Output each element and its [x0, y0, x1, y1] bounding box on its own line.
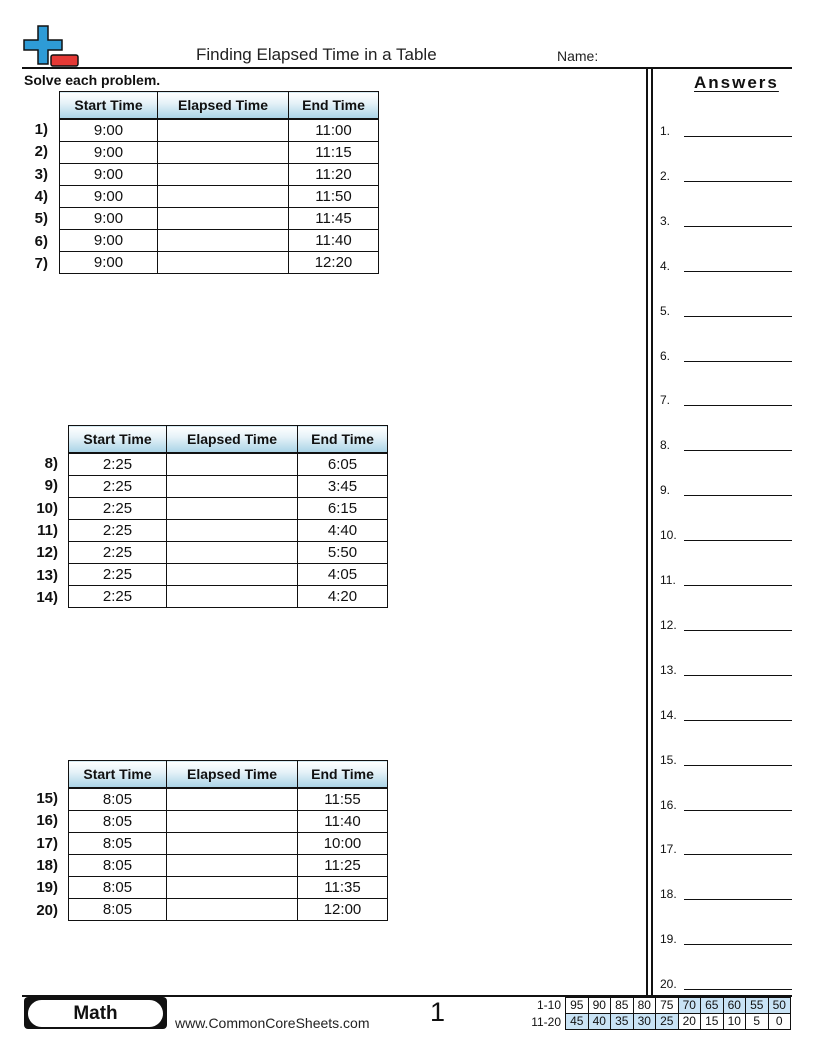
answer-number: 12.	[660, 617, 677, 632]
score-cell: 95	[566, 998, 589, 1014]
score-cell: 90	[588, 998, 611, 1014]
end-time-header: End Time	[298, 761, 388, 789]
elapsed-time-header: Elapsed Time	[167, 761, 298, 789]
elapsed-time-cell[interactable]	[158, 119, 289, 142]
score-cell: 20	[678, 1014, 701, 1030]
end-time-cell: 4:20	[298, 586, 388, 608]
subject-label: Math	[28, 1000, 163, 1027]
start-time-cell: 2:25	[69, 542, 167, 564]
end-time-cell: 3:45	[298, 476, 388, 498]
start-time-cell: 9:00	[60, 142, 158, 164]
start-time-cell: 9:00	[60, 186, 158, 208]
answer-number: 18.	[660, 887, 677, 902]
end-time-cell: 11:20	[289, 164, 379, 186]
answer-line[interactable]	[684, 854, 792, 855]
start-time-cell: 9:00	[60, 252, 158, 274]
elapsed-time-cell[interactable]	[167, 564, 298, 586]
end-time-cell: 11:45	[289, 208, 379, 230]
problem-number: 15)	[36, 790, 58, 807]
problem-number: 5)	[34, 210, 48, 228]
answer-row	[660, 167, 792, 185]
elapsed-time-cell[interactable]	[167, 877, 298, 899]
start-time-cell: 8:05	[69, 788, 167, 811]
start-time-cell: 2:25	[69, 564, 167, 586]
score-cell: 45	[566, 1014, 589, 1030]
website-link[interactable]: www.CommonCoreSheets.com	[175, 1015, 370, 1031]
problem-table	[68, 425, 388, 608]
answer-row	[660, 122, 792, 140]
start-time-header: Start Time	[69, 426, 167, 454]
score-row1-label: 1-10	[536, 998, 561, 1012]
elapsed-time-cell[interactable]	[158, 186, 289, 208]
start-time-cell: 2:25	[69, 453, 167, 476]
score-table	[565, 997, 791, 1030]
answer-line[interactable]	[684, 585, 792, 586]
problem-row	[69, 453, 388, 476]
problem-row	[69, 542, 388, 564]
answer-number: 9.	[660, 483, 671, 498]
elapsed-time-cell[interactable]	[158, 230, 289, 252]
elapsed-time-cell[interactable]	[167, 453, 298, 476]
problem-row	[69, 811, 388, 833]
problem-row	[69, 788, 388, 811]
score-cell: 25	[656, 1014, 679, 1030]
answer-row	[660, 930, 792, 948]
answer-line[interactable]	[684, 405, 792, 406]
problem-number: 18)	[36, 856, 58, 874]
answer-row	[660, 796, 792, 814]
answer-line[interactable]	[684, 136, 792, 137]
end-time-cell: 11:55	[298, 788, 388, 811]
problem-row	[69, 855, 388, 877]
end-time-cell: 11:50	[289, 186, 379, 208]
answer-number: 2.	[660, 168, 671, 183]
start-time-cell: 8:05	[69, 811, 167, 833]
problem-number: 10)	[36, 499, 58, 517]
end-time-cell: 10:00	[298, 833, 388, 855]
start-time-cell: 8:05	[69, 877, 167, 899]
answer-row	[660, 302, 792, 320]
elapsed-time-cell[interactable]	[167, 586, 298, 608]
start-time-cell: 2:25	[69, 498, 167, 520]
answer-number: 3.	[660, 213, 671, 228]
problem-row	[69, 476, 388, 498]
answer-row	[660, 840, 792, 858]
score-cell: 30	[633, 1014, 656, 1030]
answer-row	[660, 212, 792, 230]
score-cell: 65	[701, 998, 724, 1014]
elapsed-time-cell[interactable]	[158, 208, 289, 230]
answer-line[interactable]	[684, 899, 792, 900]
start-time-cell: 2:25	[69, 586, 167, 608]
end-time-cell: 12:00	[298, 899, 388, 921]
page-number: 1	[430, 997, 446, 1027]
answer-line[interactable]	[684, 181, 792, 182]
answer-row	[660, 616, 792, 634]
score-cell: 60	[723, 998, 746, 1014]
answer-row	[660, 257, 792, 275]
problem-row	[60, 119, 379, 142]
answer-row	[660, 347, 792, 365]
problem-number: 12)	[36, 544, 58, 562]
start-time-cell: 8:05	[69, 855, 167, 877]
elapsed-time-cell[interactable]	[167, 476, 298, 498]
answer-number: 7.	[660, 393, 671, 408]
start-time-header: Start Time	[69, 761, 167, 789]
problem-row	[60, 208, 379, 230]
answer-row	[660, 436, 792, 454]
answer-line[interactable]	[684, 989, 792, 990]
problem-number: 17)	[36, 834, 58, 852]
answer-row	[660, 571, 792, 589]
answer-line[interactable]	[684, 944, 792, 945]
end-time-cell: 11:25	[298, 855, 388, 877]
end-time-cell: 12:20	[289, 252, 379, 274]
score-cell: 0	[768, 1014, 791, 1030]
score-row	[566, 998, 791, 1014]
score-cell: 80	[633, 998, 656, 1014]
start-time-cell: 8:05	[69, 833, 167, 855]
problem-table	[68, 760, 388, 921]
end-time-cell: 6:15	[298, 498, 388, 520]
problem-row	[60, 142, 379, 164]
problem-row	[60, 186, 379, 208]
problem-row	[69, 586, 388, 608]
problem-number: 7)	[34, 254, 48, 272]
answer-number: 8.	[660, 438, 671, 453]
answer-number: 15.	[660, 752, 677, 767]
end-time-cell: 11:00	[289, 119, 379, 142]
problem-row	[69, 899, 388, 921]
answer-row	[660, 391, 792, 409]
answer-line[interactable]	[684, 226, 792, 227]
answer-number: 4.	[660, 258, 671, 273]
score-cell: 70	[678, 998, 701, 1014]
name-label: Name:	[557, 48, 599, 64]
score-cell: 55	[746, 998, 769, 1014]
start-time-header: Start Time	[60, 92, 158, 120]
elapsed-time-cell[interactable]	[167, 833, 298, 855]
end-time-cell: 4:40	[298, 520, 388, 542]
end-time-cell: 11:35	[298, 877, 388, 899]
elapsed-time-header: Elapsed Time	[158, 92, 289, 120]
problem-number: 6)	[34, 232, 48, 250]
problem-number: 14)	[36, 588, 58, 606]
answers-title: Answers	[694, 73, 779, 92]
answer-number: 20.	[660, 977, 677, 992]
end-time-cell: 4:05	[298, 564, 388, 586]
answer-line[interactable]	[684, 495, 792, 496]
answer-line[interactable]	[684, 450, 792, 451]
end-time-header: End Time	[298, 426, 388, 454]
problem-row	[69, 520, 388, 542]
answer-number: 14.	[660, 707, 677, 722]
answer-row	[660, 661, 792, 679]
problem-row	[60, 230, 379, 252]
answer-number: 16.	[660, 797, 677, 812]
start-time-cell: 9:00	[60, 208, 158, 230]
elapsed-time-cell[interactable]	[167, 899, 298, 921]
problem-number: 3)	[34, 165, 48, 183]
elapsed-time-header: Elapsed Time	[167, 426, 298, 454]
elapsed-time-cell[interactable]	[167, 855, 298, 877]
problem-table	[59, 91, 379, 274]
answer-number: 1.	[660, 124, 671, 138]
answer-column-divider	[646, 67, 648, 995]
problem-row	[60, 252, 379, 274]
start-time-cell: 9:00	[60, 230, 158, 252]
answer-line[interactable]	[684, 810, 792, 811]
problem-row	[69, 498, 388, 520]
problem-number: 1)	[34, 121, 48, 138]
score-row2-label: 11-20	[531, 1015, 561, 1029]
end-time-cell: 6:05	[298, 453, 388, 476]
elapsed-time-cell[interactable]	[167, 788, 298, 811]
answer-row	[660, 975, 792, 993]
problem-number: 13)	[36, 566, 58, 584]
answer-line[interactable]	[684, 765, 792, 766]
elapsed-time-cell[interactable]	[167, 542, 298, 564]
answer-number: 19.	[660, 932, 677, 947]
end-time-cell: 5:50	[298, 542, 388, 564]
problem-number: 20)	[36, 901, 58, 919]
answer-line[interactable]	[684, 540, 792, 541]
problem-number: 4)	[34, 187, 48, 205]
answer-line[interactable]	[684, 675, 792, 676]
answer-number: 6.	[660, 348, 671, 363]
score-cell: 15	[701, 1014, 724, 1030]
problem-number: 8)	[44, 455, 58, 472]
end-time-cell: 11:40	[289, 230, 379, 252]
score-cell: 5	[746, 1014, 769, 1030]
problem-row	[69, 833, 388, 855]
header-divider	[22, 67, 792, 69]
start-time-cell: 2:25	[69, 476, 167, 498]
elapsed-time-cell[interactable]	[158, 142, 289, 164]
answer-number: 5.	[660, 303, 671, 318]
answer-row	[660, 526, 792, 544]
elapsed-time-cell[interactable]	[167, 498, 298, 520]
answer-line[interactable]	[684, 271, 792, 272]
start-time-cell: 8:05	[69, 899, 167, 921]
answer-number: 17.	[660, 842, 677, 857]
score-cell: 40	[588, 1014, 611, 1030]
elapsed-time-cell[interactable]	[167, 811, 298, 833]
problem-row	[69, 877, 388, 899]
answer-line[interactable]	[684, 361, 792, 362]
score-cell: 85	[611, 998, 634, 1014]
instructions: Solve each problem.	[24, 72, 161, 88]
problem-number: 16)	[36, 812, 58, 830]
answer-number: 11.	[660, 573, 676, 587]
worksheet-title: Finding Elapsed Time in a Table	[196, 45, 437, 64]
answer-column-divider	[651, 67, 653, 995]
start-time-cell: 9:00	[60, 119, 158, 142]
elapsed-time-cell[interactable]	[158, 252, 289, 274]
end-time-header: End Time	[289, 92, 379, 120]
problem-row	[60, 164, 379, 186]
problem-number: 11)	[37, 521, 58, 539]
end-time-cell: 11:15	[289, 142, 379, 164]
answer-line[interactable]	[684, 316, 792, 317]
elapsed-time-cell[interactable]	[167, 520, 298, 542]
score-cell: 35	[611, 1014, 634, 1030]
problem-number: 2)	[34, 143, 48, 161]
answer-line[interactable]	[684, 630, 792, 631]
answer-line[interactable]	[684, 720, 792, 721]
score-cell: 75	[656, 998, 679, 1014]
answer-row	[660, 885, 792, 903]
elapsed-time-cell[interactable]	[158, 164, 289, 186]
plus-minus-logo-icon	[22, 24, 80, 68]
score-cell: 10	[723, 1014, 746, 1030]
answer-number: 10.	[660, 528, 677, 543]
problem-row	[69, 564, 388, 586]
problem-number: 19)	[36, 879, 58, 897]
answer-row	[660, 481, 792, 499]
score-row	[566, 1014, 791, 1030]
answer-row	[660, 751, 792, 769]
score-cell: 50	[768, 998, 791, 1014]
end-time-cell: 11:40	[298, 811, 388, 833]
start-time-cell: 9:00	[60, 164, 158, 186]
answer-row	[660, 706, 792, 724]
answer-number: 13.	[660, 662, 677, 677]
problem-number: 9)	[44, 477, 58, 495]
start-time-cell: 2:25	[69, 520, 167, 542]
